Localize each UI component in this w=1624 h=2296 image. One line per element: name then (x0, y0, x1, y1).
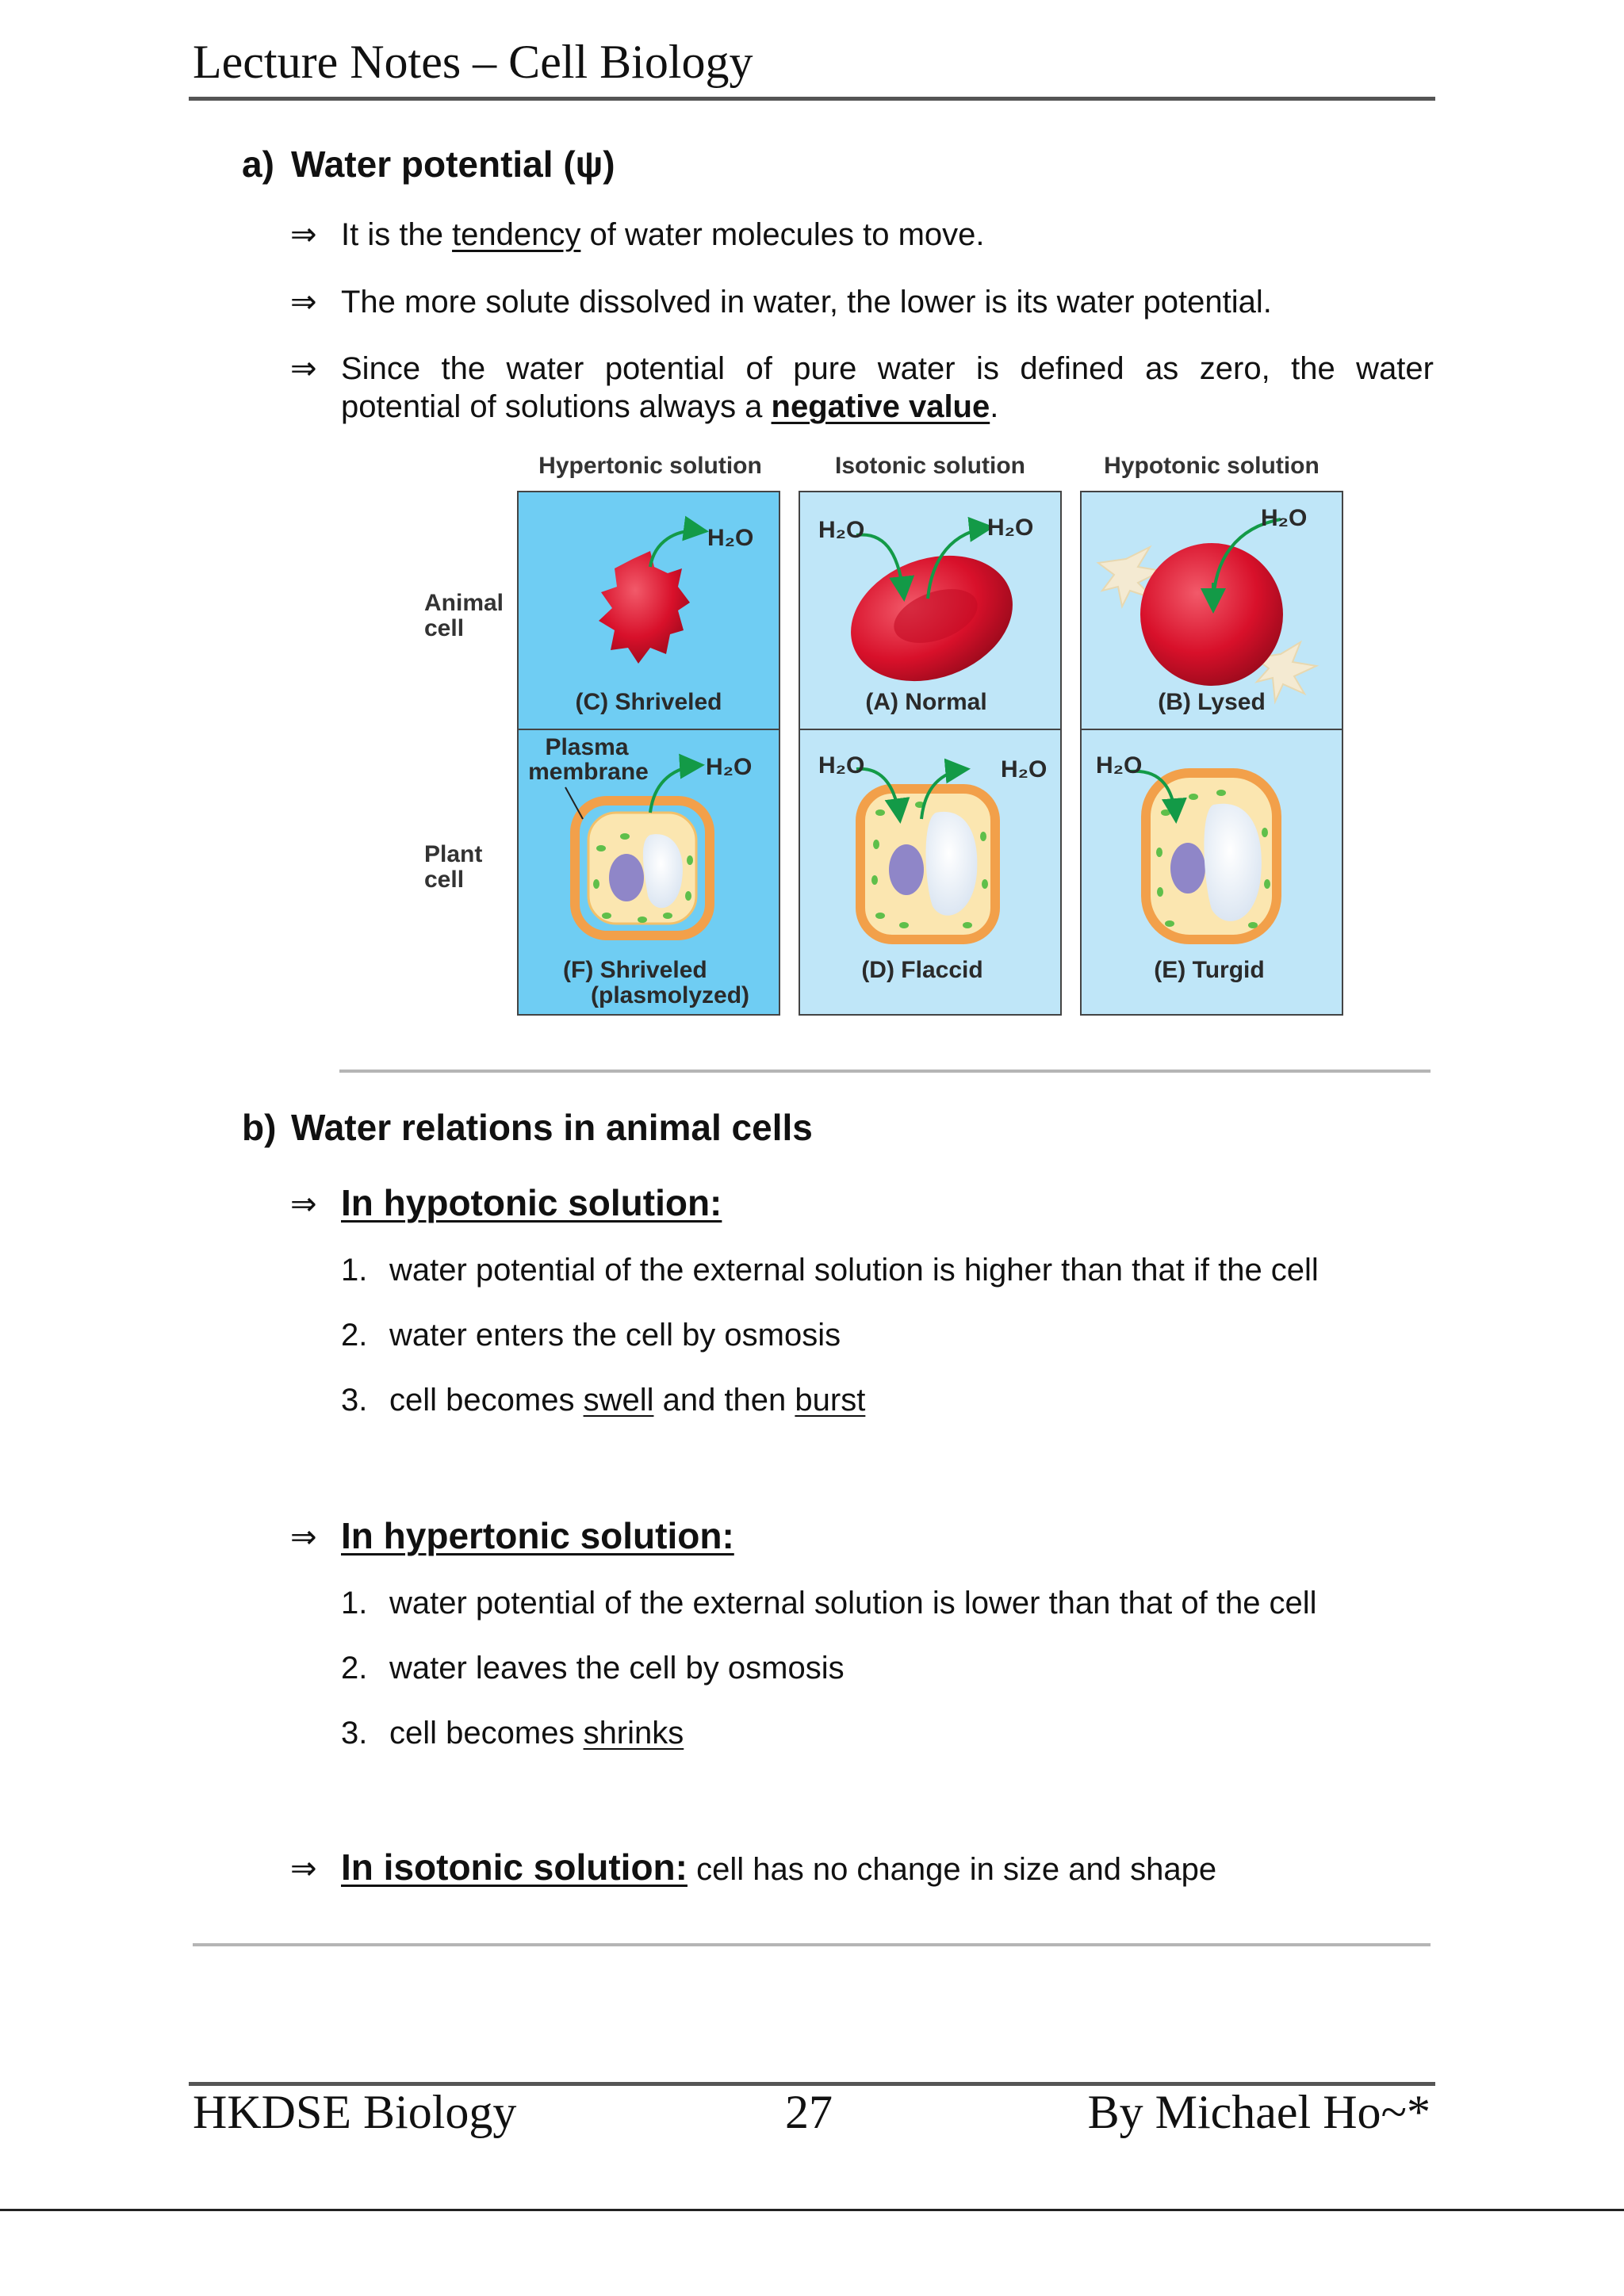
water-label: H₂O (818, 752, 865, 779)
list-item (341, 1383, 1419, 1421)
water-label: H₂O (1001, 756, 1048, 783)
list-number: 1. (341, 1586, 368, 1621)
row-label-animal: cell (424, 615, 465, 641)
list-item (341, 1586, 1419, 1624)
nucleus (1170, 843, 1205, 894)
page-number: 27 (785, 2086, 833, 2138)
caption-shriveled-animal: (C) Shriveled (575, 689, 722, 715)
section-divider (339, 1070, 1431, 1073)
plasma-membrane-label: Plasma (545, 734, 629, 760)
list-item (341, 1318, 1419, 1356)
page-bottom-edge (0, 2209, 1624, 2211)
bullet-negative-value (290, 350, 1440, 429)
list-text: and then (653, 1383, 795, 1418)
bullet-text: Since the water potential of pure water is defined as zero, the water (341, 351, 1434, 386)
row-label-animal: Animal (424, 590, 504, 616)
hypertonic-heading (290, 1514, 1083, 1559)
hypotonic-heading-text: In hypotonic solution: (341, 1182, 722, 1223)
caption-flaccid: (D) Flaccid (861, 957, 983, 983)
page-header-title: Lecture Notes – Cell Biology (193, 36, 753, 88)
tonicity-figure (412, 440, 1348, 1019)
list-item (341, 1716, 1419, 1754)
section-b-title: Water relations in animal cells (291, 1107, 813, 1148)
nucleus (609, 854, 644, 901)
underlined-term: tendency (452, 217, 581, 252)
header-rule (189, 97, 1435, 101)
section-divider (193, 1943, 1431, 1946)
hypertonic-heading-text: In hypertonic solution: (341, 1515, 734, 1556)
water-label: H₂O (1261, 505, 1308, 531)
list-text: water potential of the external solution is higher than that if the cell (389, 1253, 1319, 1288)
caption-shriveled-plant: (F) Shriveled (563, 957, 707, 983)
list-number: 1. (341, 1253, 368, 1288)
bullet-arrow: ⇒ (290, 1186, 317, 1223)
bullet-arrow: ⇒ (290, 1850, 317, 1887)
section-a-label: a) (242, 144, 274, 185)
underlined-term: burst (795, 1383, 866, 1418)
isotonic-text: cell has no change in size and shape (687, 1852, 1217, 1887)
col-header-isotonic: Isotonic solution (835, 453, 1025, 479)
bullet-arrow: ⇒ (290, 216, 317, 253)
col-header-hypotonic: Hypotonic solution (1104, 453, 1320, 479)
emphasized-term: negative value (771, 389, 990, 424)
isotonic-heading-text: In isotonic solution: (341, 1846, 688, 1888)
row-label-plant: Plant (424, 841, 483, 867)
footer-left: HKDSE Biology (193, 2086, 517, 2138)
lysed-red-blood-cell (1140, 543, 1283, 686)
list-text: water enters the cell by osmosis (389, 1318, 841, 1353)
nucleus (889, 844, 924, 895)
bullet-text: potential of solutions always a (341, 389, 772, 424)
underlined-term: swell (583, 1383, 654, 1418)
list-item (341, 1253, 1419, 1291)
list-text: water potential of the external solution is lower than that of the cell (389, 1586, 1317, 1621)
water-label: H₂O (1096, 752, 1143, 779)
section-b-label: b) (242, 1107, 277, 1148)
caption-plasmolyzed: (plasmolyzed) (591, 982, 750, 1008)
underlined-term: shrinks (583, 1716, 684, 1751)
caption-normal: (A) Normal (865, 689, 987, 715)
list-text: cell becomes (389, 1383, 584, 1418)
section-b-heading (242, 1106, 813, 1149)
list-text: water leaves the cell by osmosis (389, 1651, 845, 1686)
plasma-membrane-label: membrane (528, 759, 649, 785)
bullet-arrow: ⇒ (290, 350, 317, 387)
bullet-arrow: ⇒ (290, 1519, 317, 1556)
row-label-plant: cell (424, 867, 465, 893)
caption-turgid: (E) Turgid (1154, 957, 1265, 983)
list-number: 2. (341, 1651, 368, 1686)
list-number: 3. (341, 1383, 368, 1418)
bullet-solute (290, 283, 1440, 321)
list-number: 3. (341, 1716, 368, 1751)
caption-lysed: (B) Lysed (1158, 689, 1266, 715)
hypotonic-heading (290, 1181, 1083, 1226)
list-text: cell becomes (389, 1716, 584, 1751)
col-header-hypertonic: Hypertonic solution (538, 453, 762, 479)
footer-right: By Michael Ho~* (1087, 2086, 1431, 2138)
water-label: H₂O (818, 517, 865, 543)
water-label: H₂O (706, 754, 753, 780)
bullet-text: of water molecules to move. (580, 217, 985, 252)
water-label: H₂O (707, 525, 754, 551)
water-label: H₂O (987, 515, 1034, 541)
bullet-tendency (290, 216, 1440, 254)
section-a-heading (242, 143, 615, 186)
bullet-arrow: ⇒ (290, 284, 317, 320)
list-number: 2. (341, 1318, 368, 1353)
bullet-text: It is the (341, 217, 453, 252)
bullet-text: . (990, 389, 999, 424)
section-a-title: Water potential (ψ) (291, 144, 615, 185)
list-item (341, 1651, 1419, 1689)
isotonic-line (290, 1846, 1432, 1890)
bullet-text: The more solute dissolved in water, the lower is its water potential. (341, 285, 1272, 320)
